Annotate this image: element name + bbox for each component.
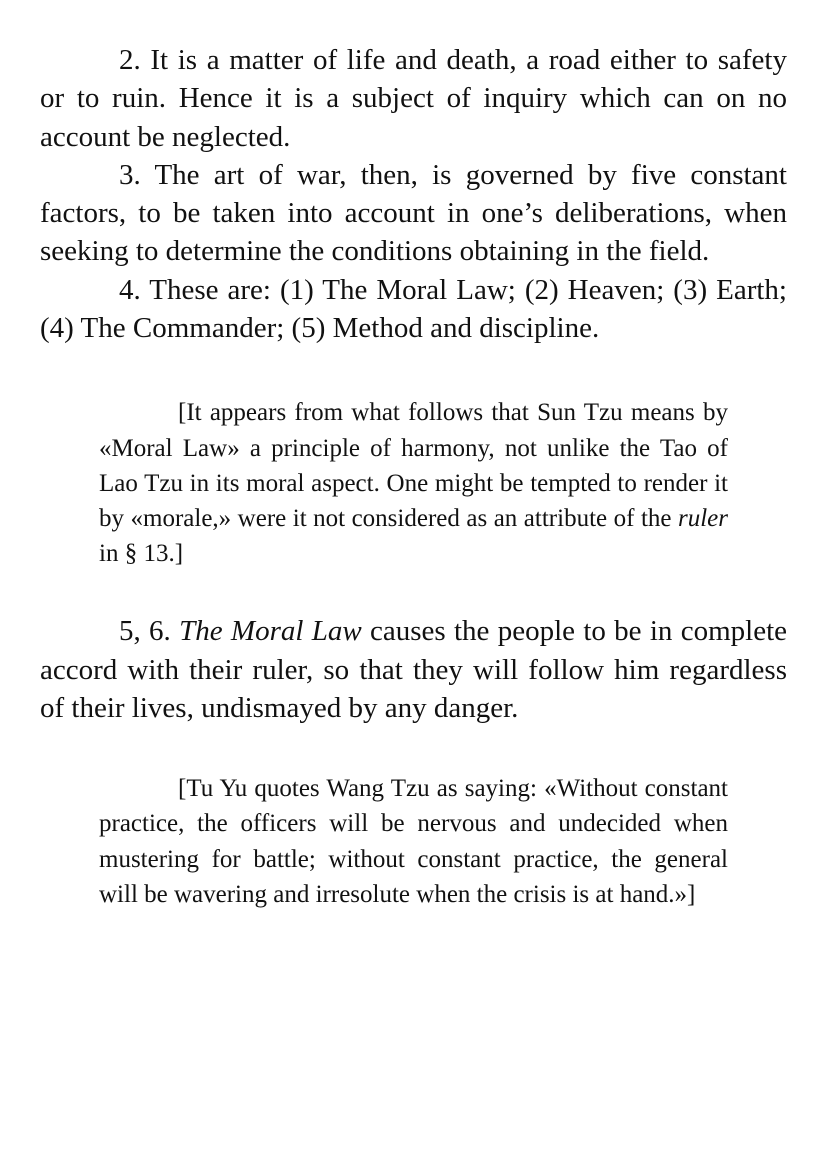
spacer bbox=[40, 727, 787, 771]
paragraph-4: 4. These are: (1) The Moral Law; (2) Heaven; (3) Earth; (4) The Commander; (5) Method and discipline. bbox=[40, 273, 787, 345]
commentary-note-2: [Tu Yu quotes Wang Tzu as saying: «Without constant practice, the officers will be nervous and undecided when mustering for battle; without constant practice, the general will be wavering and irresolute when the crisis is at hand.»] bbox=[99, 775, 728, 908]
note-1-text-end: in § 13.] bbox=[99, 540, 184, 568]
spacer bbox=[40, 571, 787, 612]
note-1-italic: ruler bbox=[678, 504, 728, 532]
paragraph-5-6-italic: The Moral Law bbox=[179, 615, 362, 648]
paragraph-5-6-number: 5, 6. bbox=[119, 615, 180, 648]
paragraph-2: 2. It is a matter of life and death, a road either to safety or to ruin. Hence it is a subject of inquiry which can on no account be neglected. bbox=[40, 44, 787, 153]
note-1-text: [It appears from what follows that Sun Tzu means by «Moral Law» a principle of harmony, not unlike the Tao of Lao Tzu in its moral aspect. One might be tempted to render it by «morale,» were it not considered as an attribute of the bbox=[99, 399, 728, 532]
paragraph-3: 3. The art of war, then, is governed by five constant factors, to be taken into account in one’s deliberations, when seeking to determine the conditions obtaining in the field. bbox=[40, 158, 787, 268]
commentary-note-1 bbox=[40, 395, 787, 571]
paragraph-5-6-text: causes the people to be in complete accord with their ruler, so that they will follow him regardless of their lives, undismayed by any danger. bbox=[40, 615, 787, 724]
paragraph-5-6 bbox=[40, 612, 787, 727]
spacer bbox=[40, 347, 787, 395]
